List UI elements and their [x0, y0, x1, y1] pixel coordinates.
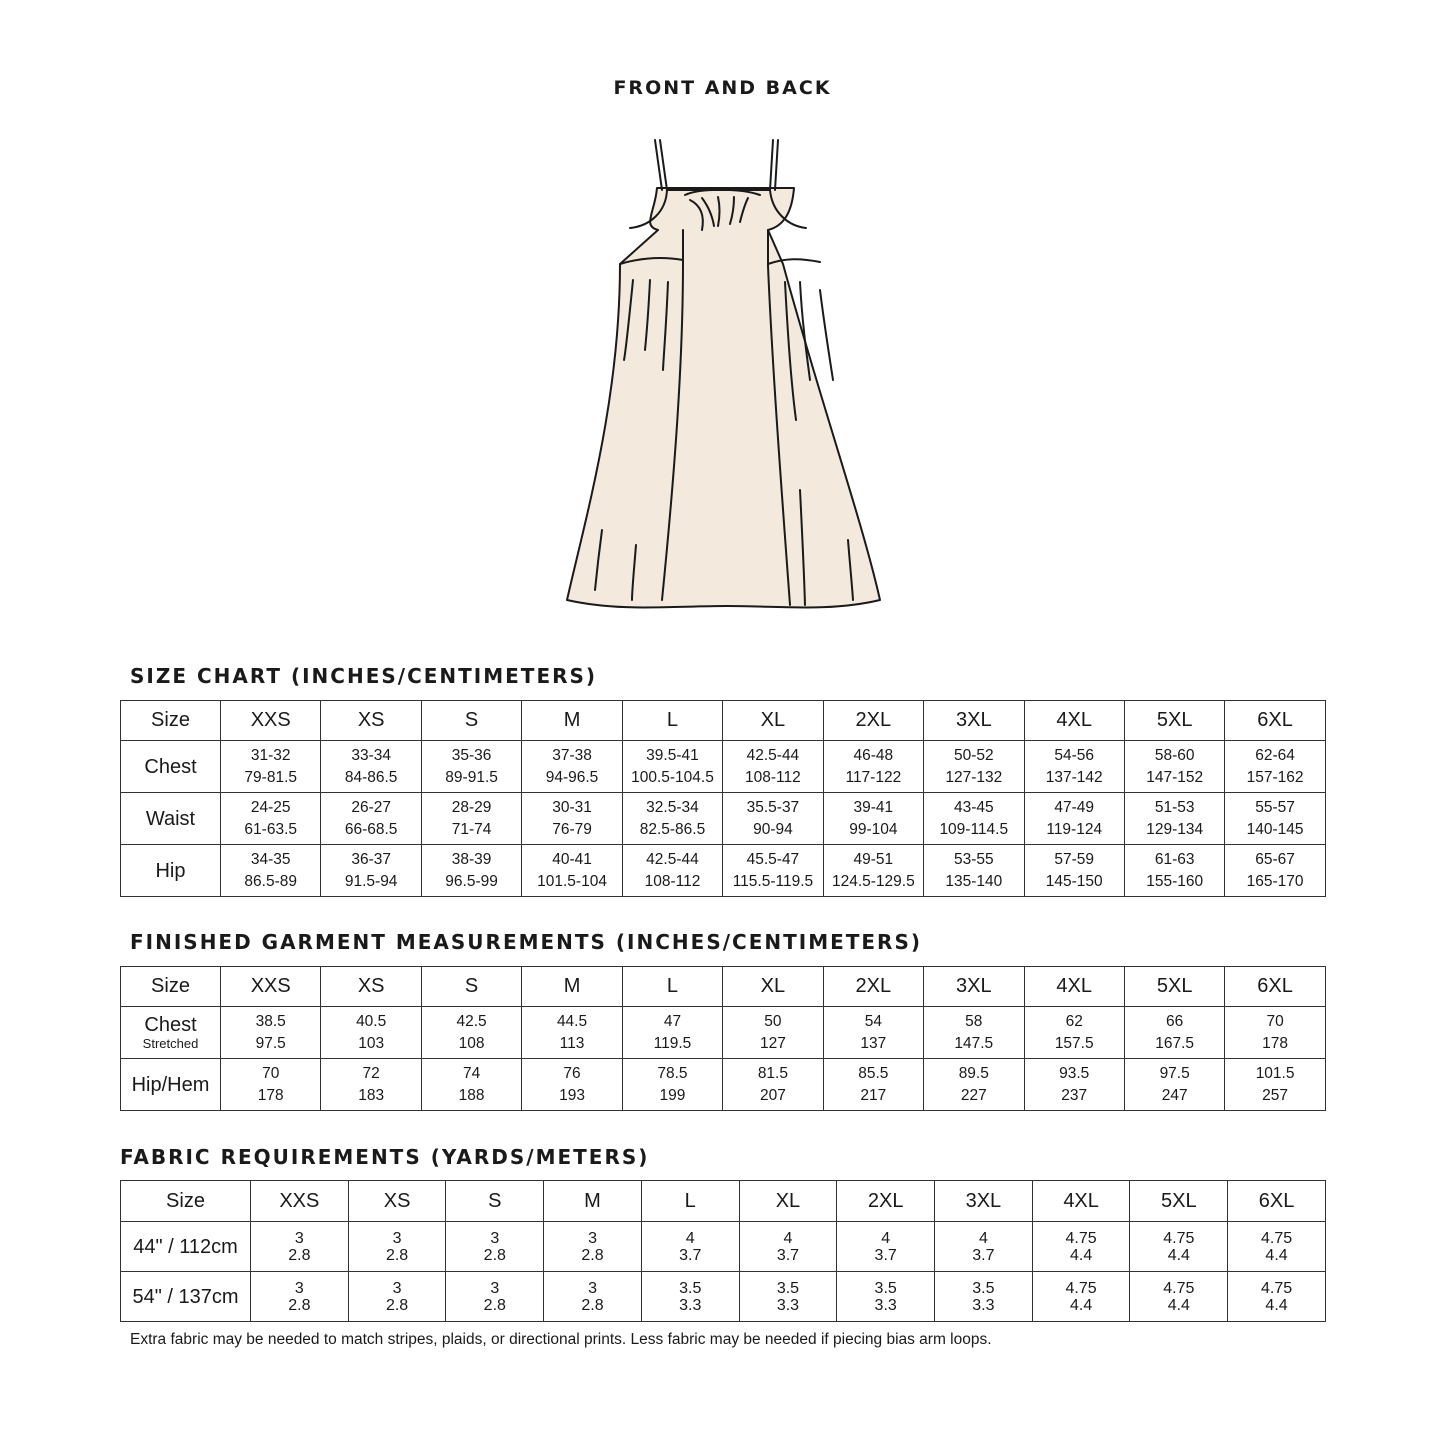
table-cell: 44.5 113: [522, 1007, 622, 1059]
table-cell: 31-32 79-81.5: [221, 741, 321, 793]
row-label: 54" / 137cm: [121, 1272, 251, 1322]
size-header: 3XL: [935, 1181, 1033, 1222]
table-cell: 3 2.8: [251, 1272, 349, 1322]
size-header: 6XL: [1225, 967, 1325, 1007]
finished-measurements-title: FINISHED GARMENT MEASUREMENTS (INCHES/CENTIMETERS): [130, 930, 923, 954]
table-cell: 101.5 257: [1225, 1059, 1325, 1111]
table-cell: 3 2.8: [348, 1272, 446, 1322]
table-cell: 66 167.5: [1124, 1007, 1224, 1059]
table-cell: 46-48 117-122: [823, 741, 923, 793]
table-cell: 47-49 119-124: [1024, 793, 1124, 845]
table-cell: 4.75 4.4: [1032, 1222, 1130, 1272]
table-cell: 36-37 91.5-94: [321, 845, 421, 897]
table-cell: 4 3.7: [641, 1222, 739, 1272]
table-cell: 47 119.5: [622, 1007, 722, 1059]
table-cell: 43-45 109-114.5: [924, 793, 1024, 845]
size-header: L: [622, 967, 722, 1007]
size-row: [121, 967, 1326, 1007]
table-row: [121, 793, 1326, 845]
size-header: Size: [121, 967, 221, 1007]
table-cell: 85.5 217: [823, 1059, 923, 1111]
size-header: XS: [321, 967, 421, 1007]
table-cell: 57-59 145-150: [1024, 845, 1124, 897]
row-label: Chest: [121, 741, 221, 793]
table-cell: 4 3.7: [837, 1222, 935, 1272]
table-cell: 33-34 84-86.5: [321, 741, 421, 793]
table-cell: 38.5 97.5: [221, 1007, 321, 1059]
size-header: XXS: [221, 701, 321, 741]
size-header: 6XL: [1228, 1181, 1326, 1222]
table-cell: 76 193: [522, 1059, 622, 1111]
table-cell: 4.75 4.4: [1130, 1272, 1228, 1322]
table-cell: 4.75 4.4: [1228, 1272, 1326, 1322]
table-cell: 3.5 3.3: [935, 1272, 1033, 1322]
table-cell: 28-29 71-74: [421, 793, 521, 845]
table-cell: 3 2.8: [544, 1272, 642, 1322]
table-cell: 3 2.8: [446, 1272, 544, 1322]
table-cell: 42.5-44 108-112: [622, 845, 722, 897]
table-cell: 4 3.7: [935, 1222, 1033, 1272]
table-cell: 32.5-34 82.5-86.5: [622, 793, 722, 845]
table-cell: 3 2.8: [446, 1222, 544, 1272]
size-header: 2XL: [837, 1181, 935, 1222]
table-cell: 4.75 4.4: [1032, 1272, 1130, 1322]
table-cell: 4.75 4.4: [1130, 1222, 1228, 1272]
table-cell: 40-41 101.5-104: [522, 845, 622, 897]
table-cell: 4.75 4.4: [1228, 1222, 1326, 1272]
table-cell: 50 127: [723, 1007, 823, 1059]
size-header: XL: [723, 701, 823, 741]
size-header: S: [421, 967, 521, 1007]
size-header: S: [446, 1181, 544, 1222]
table-cell: 58 147.5: [924, 1007, 1024, 1059]
table-cell: 35-36 89-91.5: [421, 741, 521, 793]
size-header: 2XL: [823, 967, 923, 1007]
size-header: XL: [739, 1181, 837, 1222]
table-cell: 70 178: [1225, 1007, 1325, 1059]
table-cell: 39-41 99-104: [823, 793, 923, 845]
size-header: S: [421, 701, 521, 741]
table-cell: 50-52 127-132: [924, 741, 1024, 793]
table-cell: 58-60 147-152: [1124, 741, 1224, 793]
row-label: Hip/Hem: [121, 1059, 221, 1111]
table-cell: 40.5 103: [321, 1007, 421, 1059]
table-cell: 3 2.8: [348, 1222, 446, 1272]
table-cell: 34-35 86.5-89: [221, 845, 321, 897]
size-row: [121, 1181, 1326, 1222]
table-cell: 3.5 3.3: [641, 1272, 739, 1322]
table-cell: 39.5-41 100.5-104.5: [622, 741, 722, 793]
table-cell: 61-63 155-160: [1124, 845, 1224, 897]
table-cell: 24-25 61-63.5: [221, 793, 321, 845]
size-header: XL: [723, 967, 823, 1007]
table-cell: 62-64 157-162: [1225, 741, 1325, 793]
fabric-footnote: Extra fabric may be needed to match stripes, plaids, or directional prints. Less fabric may be needed if piecing bias arm loops.: [130, 1331, 992, 1348]
right-strap: [770, 140, 773, 190]
table-cell: 93.5 237: [1024, 1059, 1124, 1111]
table-cell: 54-56 137-142: [1024, 741, 1124, 793]
table-cell: 72 183: [321, 1059, 421, 1111]
fabric-requirements-title: FABRIC REQUIREMENTS (YARDS/METERS): [120, 1145, 650, 1169]
table-cell: 78.5 199: [622, 1059, 722, 1111]
page-title: FRONT AND BACK: [613, 77, 832, 99]
size-header: 5XL: [1124, 967, 1224, 1007]
size-header: 2XL: [823, 701, 923, 741]
size-header: M: [522, 967, 622, 1007]
size-header: 4XL: [1032, 1181, 1130, 1222]
size-row: [121, 701, 1326, 741]
table-cell: 51-53 129-134: [1124, 793, 1224, 845]
size-header: M: [522, 701, 622, 741]
dress-illustration: [555, 130, 895, 620]
table-cell: 30-31 76-79: [522, 793, 622, 845]
table-row: [121, 741, 1326, 793]
row-label: Waist: [121, 793, 221, 845]
table-row: [121, 1007, 1326, 1059]
table-cell: 35.5-37 90-94: [723, 793, 823, 845]
table-cell: 3.5 3.3: [739, 1272, 837, 1322]
size-chart-title: SIZE CHART (INCHES/CENTIMETERS): [130, 664, 598, 688]
dress-body: [567, 188, 880, 608]
table-cell: 70 178: [221, 1059, 321, 1111]
size-header: L: [641, 1181, 739, 1222]
table-row: [121, 1222, 1326, 1272]
table-row: [121, 1272, 1326, 1322]
table-cell: 3.5 3.3: [837, 1272, 935, 1322]
table-cell: 3 2.8: [544, 1222, 642, 1272]
table-cell: 97.5 247: [1124, 1059, 1224, 1111]
table-cell: 62 157.5: [1024, 1007, 1124, 1059]
table-cell: 4 3.7: [739, 1222, 837, 1272]
table-cell: 45.5-47 115.5-119.5: [723, 845, 823, 897]
size-header: 3XL: [924, 967, 1024, 1007]
size-header: Size: [121, 1181, 251, 1222]
table-cell: 49-51 124.5-129.5: [823, 845, 923, 897]
size-header: Size: [121, 701, 221, 741]
table-cell: 42.5-44 108-112: [723, 741, 823, 793]
table-cell: 26-27 66-68.5: [321, 793, 421, 845]
row-label: Hip: [121, 845, 221, 897]
table-row: [121, 845, 1326, 897]
table-cell: 42.5 108: [421, 1007, 521, 1059]
table-cell: 55-57 140-145: [1225, 793, 1325, 845]
table-row: [121, 1059, 1326, 1111]
size-header: 6XL: [1225, 701, 1325, 741]
size-header: L: [622, 701, 722, 741]
size-header: 5XL: [1130, 1181, 1228, 1222]
table-cell: 3 2.8: [251, 1222, 349, 1272]
size-header: 4XL: [1024, 967, 1124, 1007]
row-label: 44" / 112cm: [121, 1222, 251, 1272]
size-header: XXS: [221, 967, 321, 1007]
table-cell: 38-39 96.5-99: [421, 845, 521, 897]
size-header: XS: [348, 1181, 446, 1222]
size-header: 4XL: [1024, 701, 1124, 741]
size-header: XXS: [251, 1181, 349, 1222]
size-chart-table: [120, 700, 1326, 897]
size-header: M: [544, 1181, 642, 1222]
table-cell: 74 188: [421, 1059, 521, 1111]
size-header: XS: [321, 701, 421, 741]
size-header: 3XL: [924, 701, 1024, 741]
table-cell: 65-67 165-170: [1225, 845, 1325, 897]
table-cell: 37-38 94-96.5: [522, 741, 622, 793]
size-header: 5XL: [1124, 701, 1224, 741]
table-cell: 53-55 135-140: [924, 845, 1024, 897]
table-cell: 89.5 227: [924, 1059, 1024, 1111]
fabric-requirements-table: [120, 1180, 1326, 1322]
finished-measurements-table: [120, 966, 1326, 1111]
row-label: Chest Stretched: [121, 1007, 221, 1059]
table-cell: 54 137: [823, 1007, 923, 1059]
table-cell: 81.5 207: [723, 1059, 823, 1111]
